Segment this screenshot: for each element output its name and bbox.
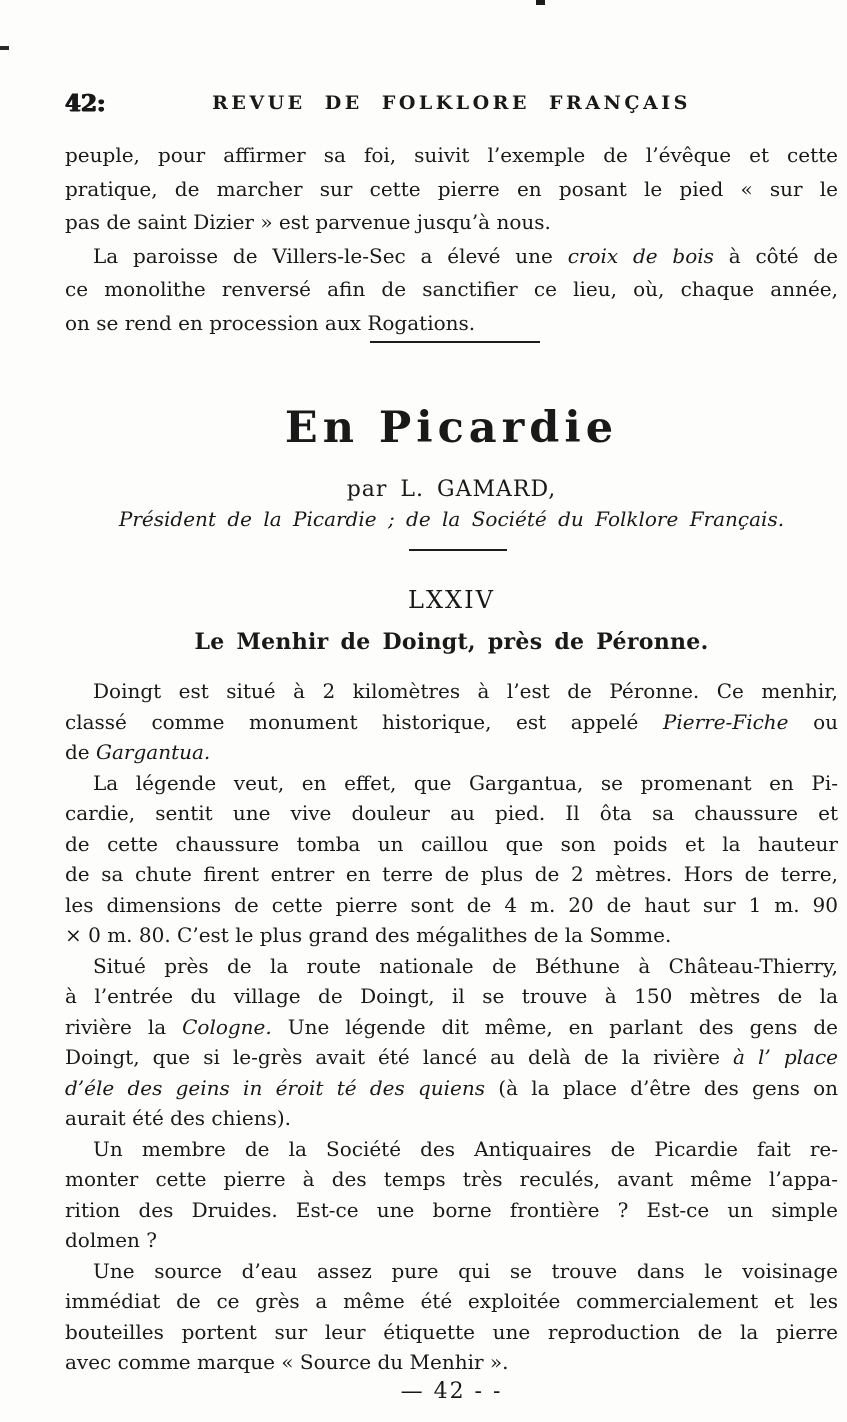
text-segment: monter cette pierre à des temps très reculés, avant même l’appa- xyxy=(65,1167,838,1191)
paragraph xyxy=(65,240,838,341)
journal-title: REVUE DE FOLKLORE FRANÇAIS xyxy=(212,92,691,114)
text-segment: (à la place d’être des gens on xyxy=(485,1075,839,1100)
section-divider-bottom xyxy=(409,549,507,551)
text-line xyxy=(65,737,838,768)
text-segment: les dimensions de cette pierre sont de 4 m. 20 de haut sur 1 m. 90 xyxy=(65,892,838,917)
chapter-number: LXXIV xyxy=(408,586,495,614)
text-segment: de cette chaussure tomba un caillou que son poids et la hauteur xyxy=(65,831,838,856)
text-line xyxy=(65,707,838,738)
intro-paragraphs xyxy=(65,139,838,340)
text-line xyxy=(65,1073,838,1104)
text-line xyxy=(65,1012,838,1043)
text-line xyxy=(65,1103,838,1134)
italic-text-segment: Pierre-Fiche xyxy=(662,709,789,734)
article-body xyxy=(65,676,838,1378)
text-segment: ce monolithe renversé afin de sanctifier ce lieu, où, chaque année, xyxy=(65,277,838,301)
text-line xyxy=(65,1317,838,1348)
text-line xyxy=(65,890,838,921)
text-segment: avec comme marque « Source du Menhir ». xyxy=(65,1350,509,1374)
text-segment: ou xyxy=(788,709,838,734)
text-line xyxy=(65,1347,838,1378)
italic-text-segment: Gargantua. xyxy=(96,740,211,764)
paragraph xyxy=(65,768,838,951)
paragraph xyxy=(65,951,838,1134)
article-title: En Picardie xyxy=(284,403,619,453)
text-line xyxy=(65,1286,838,1317)
paragraph xyxy=(65,676,838,768)
text-line xyxy=(65,920,838,951)
text-line xyxy=(65,829,838,860)
text-segment: Doingt, que si le-grès avait été lancé au delà de la rivière xyxy=(65,1045,734,1069)
text-segment: de xyxy=(65,740,96,764)
italic-text-segment: d’éle des geins in éroit té des quiens xyxy=(65,1075,486,1100)
section-divider-top xyxy=(370,341,540,343)
text-segment: bouteilles portent sur leur étiquette une reproduction de la pierre xyxy=(65,1319,838,1344)
scan-artifact-top xyxy=(536,0,545,5)
article-byline-role: Président de la Picardie ; de la Société du Folklore Français. xyxy=(118,507,785,531)
text-line xyxy=(65,798,838,829)
chapter-title: Le Menhir de Doingt, près de Péronne. xyxy=(194,629,709,655)
text-segment: Une légende dit même, en parlant des gens de xyxy=(271,1014,838,1039)
text-segment: à côté de xyxy=(713,243,839,268)
text-line xyxy=(65,1225,838,1256)
text-segment: de sa chute firent entrer en terre de plus de 2 mètres. Hors de terre, xyxy=(65,862,838,886)
text-segment: aurait été des chiens). xyxy=(65,1106,292,1130)
text-segment: immédiat de ce grès a même été exploitée commercialement et les xyxy=(65,1289,838,1313)
paragraph xyxy=(65,139,838,240)
text-segment: Une source d’eau assez pure qui se trouve dans le voisinage xyxy=(93,1258,838,1283)
text-segment: × 0 m. 80. C’est le plus grand des mégalithes de la Somme. xyxy=(65,923,672,947)
text-line xyxy=(65,1256,838,1287)
scan-artifact-left xyxy=(0,46,9,50)
text-segment: rivière la xyxy=(65,1014,183,1039)
text-segment: classé comme monument historique, est appelé xyxy=(65,709,663,734)
text-segment: on se rend en procession aux Rogations. xyxy=(65,310,476,335)
text-line xyxy=(65,273,838,307)
text-line xyxy=(65,173,838,207)
italic-text-segment: croix de bois xyxy=(567,243,714,268)
text-line xyxy=(65,240,838,274)
text-segment: à l’entrée du village de Doingt, il se trouve à 150 mètres de la xyxy=(65,984,838,1008)
text-segment: rition des Druides. Est-ce une borne frontière ? Est-ce un simple xyxy=(65,1197,838,1222)
text-segment: La légende veut, en effet, que Gargantua, se promenant en Pi- xyxy=(93,770,838,795)
text-line xyxy=(65,206,838,240)
text-line xyxy=(65,768,838,799)
text-line xyxy=(65,139,838,173)
italic-text-segment: à l’ place xyxy=(733,1045,839,1069)
text-segment: dolmen ? xyxy=(65,1228,158,1252)
page-header xyxy=(65,90,838,117)
footer-page-number: — 42 - - xyxy=(400,1379,503,1404)
text-line xyxy=(65,1164,838,1195)
text-segment: pas de saint Dizier » est parvenue jusqu’à nous. xyxy=(65,210,551,234)
text-line xyxy=(65,1195,838,1226)
italic-text-segment: Cologne. xyxy=(182,1014,272,1039)
text-segment: cardie, sentit une vive douleur au pied. Il ôta sa chaussure et xyxy=(65,801,838,825)
paragraph xyxy=(65,1134,838,1256)
header-page-number: 42: xyxy=(65,90,106,117)
article-byline: par L. GAMARD, xyxy=(346,477,557,502)
text-segment: pratique, de marcher sur cette pierre en posant le pied « sur le xyxy=(65,176,838,201)
text-segment: La paroisse de Villers-le-Sec a élevé une xyxy=(93,243,568,268)
text-segment: peuple, pour affirmer sa foi, suivit l’exemple de l’évêque et cette xyxy=(65,143,838,167)
text-line xyxy=(65,1134,838,1165)
text-segment: Un membre de la Société des Antiquaires de Picardie fait re- xyxy=(93,1136,838,1161)
text-segment: Doingt est situé à 2 kilomètres à l’est de Péronne. Ce menhir, xyxy=(93,679,838,703)
text-line xyxy=(65,1042,838,1073)
text-line xyxy=(65,676,838,707)
text-line xyxy=(65,859,838,890)
text-segment: Situé près de la route nationale de Béthune à Château-Thierry, xyxy=(93,953,838,978)
text-line xyxy=(65,981,838,1012)
text-line xyxy=(65,951,838,982)
paragraph xyxy=(65,1256,838,1378)
text-line xyxy=(65,307,838,341)
